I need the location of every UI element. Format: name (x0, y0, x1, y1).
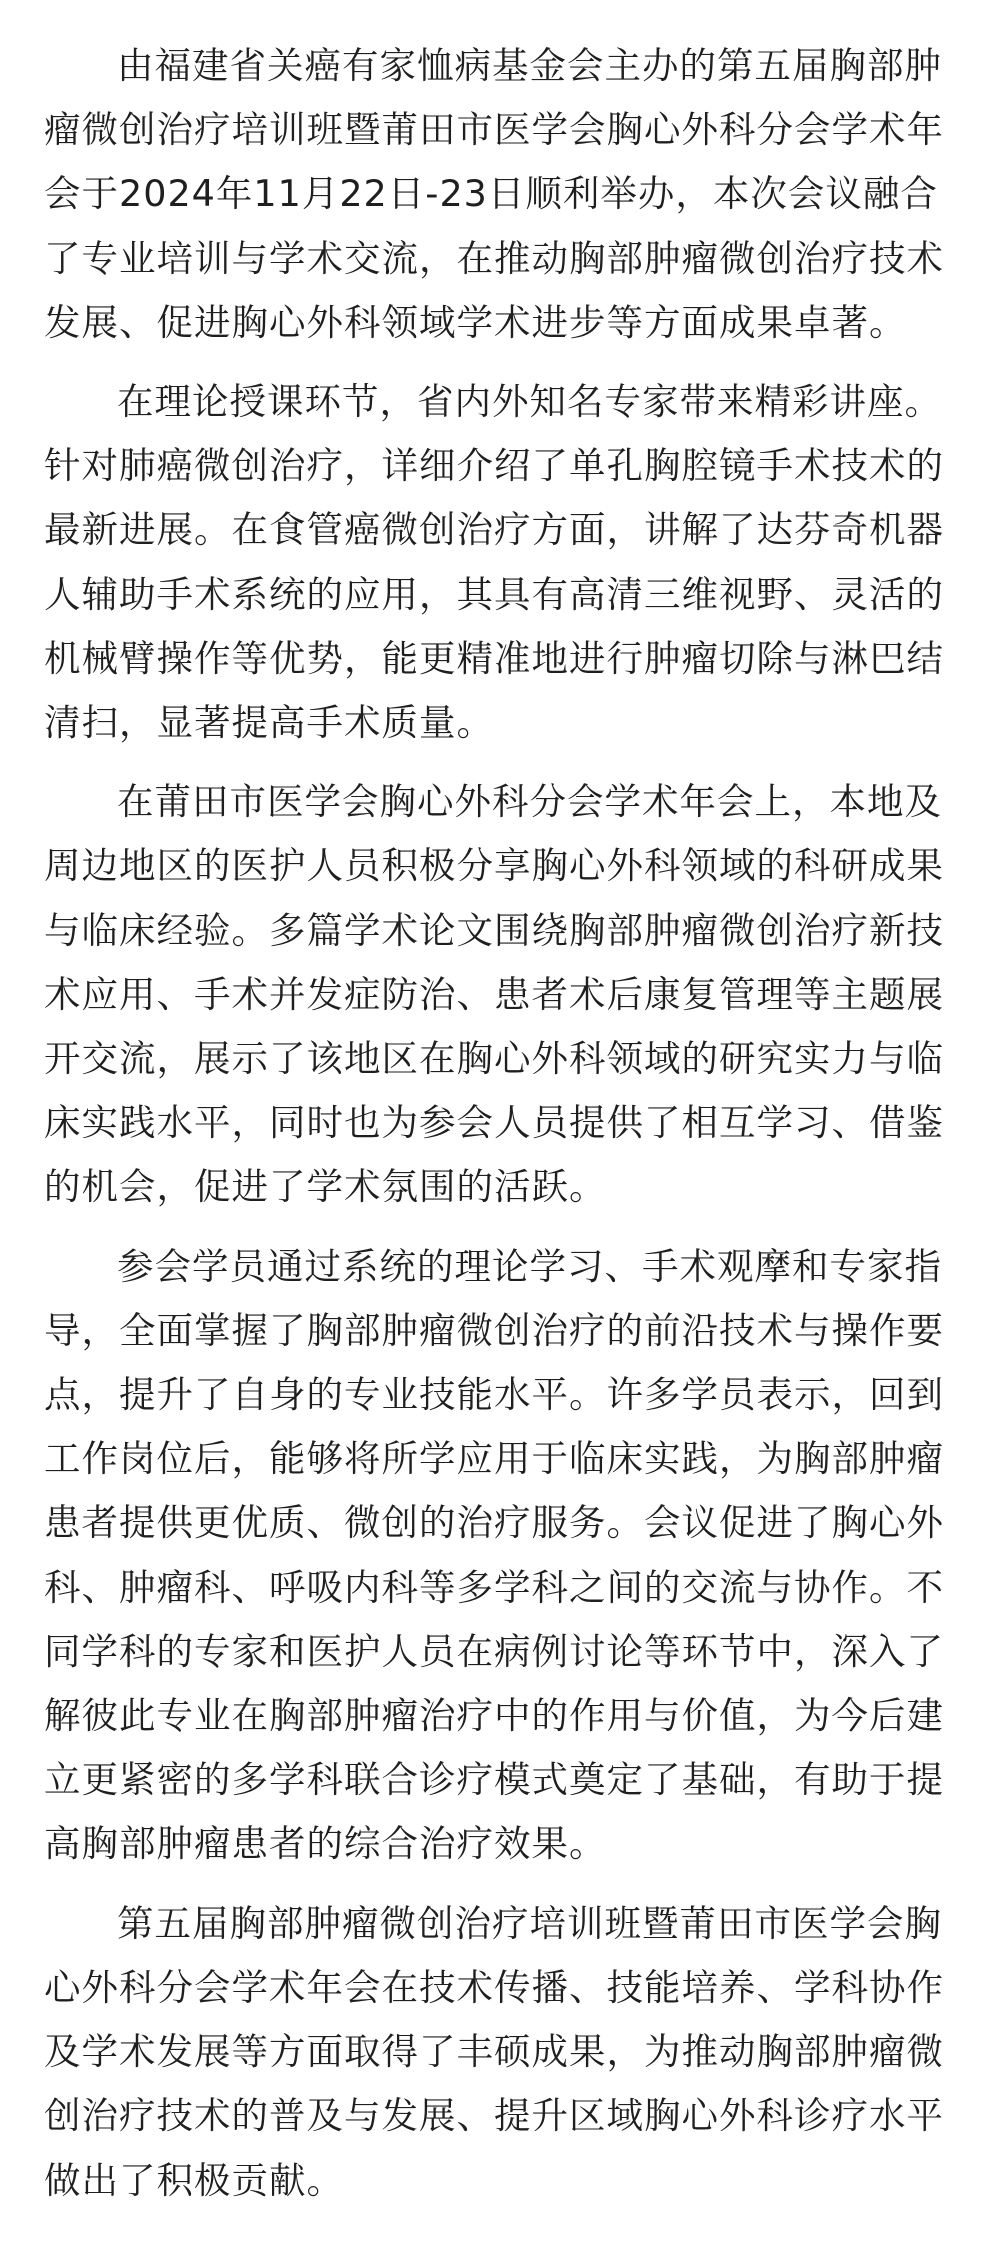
paragraph-participants: 参会学员通过系统的理论学习、手术观摩和专家指导，全面掌握了胸部肿瘤微创治疗的前沿技术与操作要点，提升了自身的专业技能水平。许多学员表示，回到工作岗位后，能够将所学应用于临床实践，为胸部肿瘤患者提供更优质、微创的治疗服务。会议促进了胸心外科、肿瘤科、呼吸内科等多学科之间的交流与协作。不同学科的专家和医护人员在病例讨论等环节中，深入了解彼此专业在胸部肿瘤治疗中的作用与价值，为今后建立更紧密的多学科联合诊疗模式奠定了基础，有助于提高胸部肿瘤患者的综合治疗效果。 (44, 1244, 944, 1866)
paragraph-lectures: 在理论授课环节，省内外知名专家带来精彩讲座。针对肺癌微创治疗，详细介绍了单孔胸腔镜手术技术的最新进展。在食管癌微创治疗方面，讲解了达芬奇机器人辅助手术系统的应用，其具有高清三维视野、灵活的机械臂操作等优势，能更精准地进行肿瘤切除与淋巴结清扫，显著提高手术质量。 (44, 380, 944, 745)
paragraph-annual-meeting: 在莆田市医学会胸心外科分会学术年会上，本地及周边地区的医护人员积极分享胸心外科领域的科研成果与临床经验。多篇学术论文围绕胸部肿瘤微创治疗新技术应用、手术并发症防治、患者术后康复管理等主题展开交流，展示了该地区在胸心外科领域的研究实力与临床实践水平，同时也为参会人员提供了相互学习、借鉴的机会，促进了学术氛围的活跃。 (44, 780, 944, 1209)
paragraph-conclusion: 第五届胸部肿瘤微创治疗培训班暨莆田市医学会胸心外科分会学术年会在技术传播、技能培养、学科协作及学术发展等方面取得了丰硕成果，为推动胸部肿瘤微创治疗技术的普及与发展、提升区域胸心外科诊疗水平做出了积极贡献。 (44, 1901, 944, 2202)
paragraph-intro: 由福建省关癌有家恤病基金会主办的第五届胸部肿瘤微创治疗培训班暨莆田市医学会胸心外科分会学术年会于2024年11月22日-23日顺利举办，本次会议融合了专业培训与学术交流，在推动胸部肿瘤微创治疗技术发展、促进胸心外科领域学术进步等方面成果卓著。 (44, 44, 944, 344)
